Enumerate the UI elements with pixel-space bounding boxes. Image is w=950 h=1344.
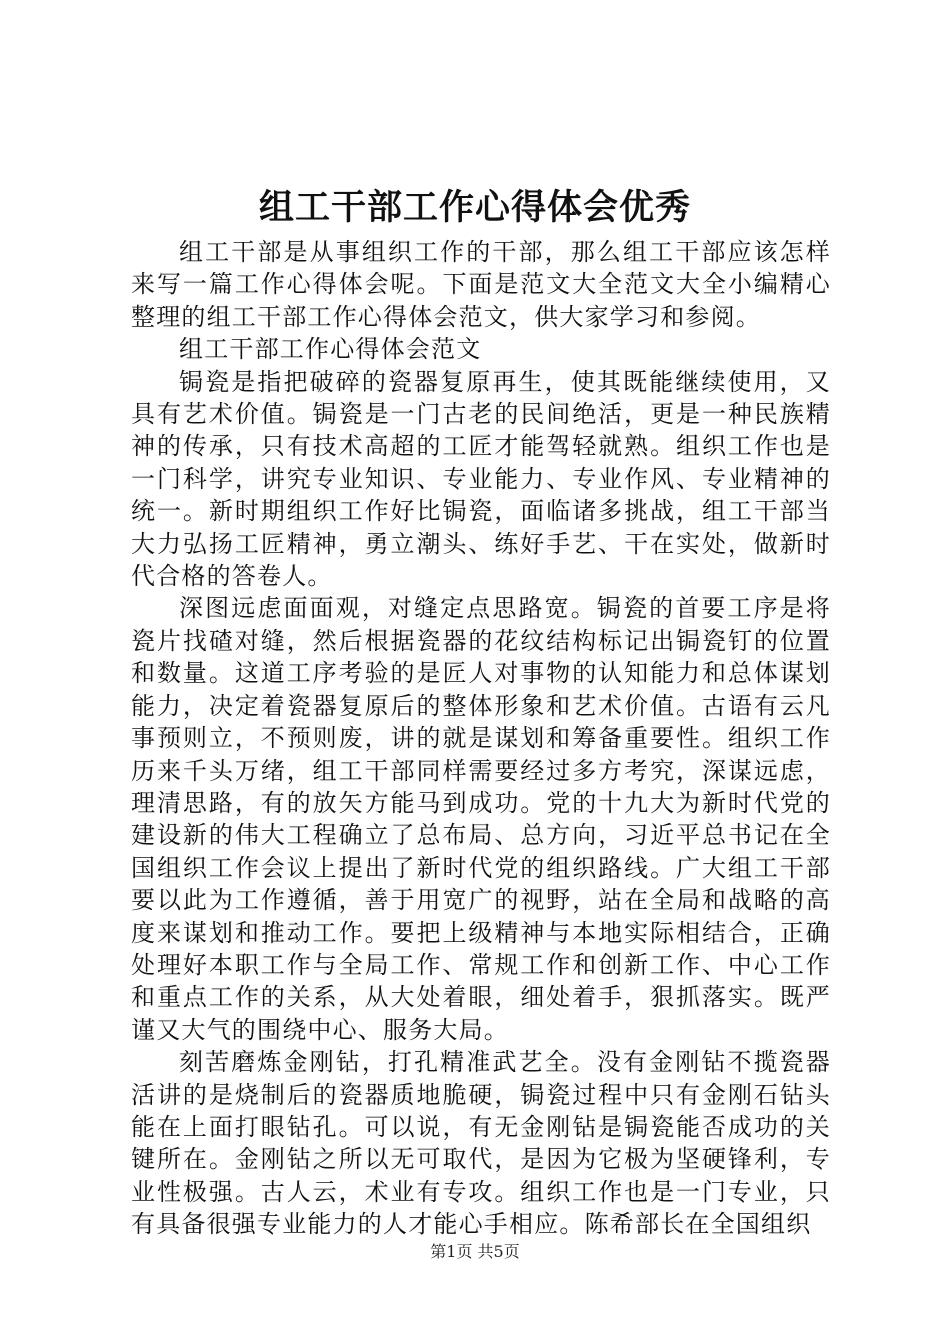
paragraph-subtitle: 组工干部工作心得体会范文	[179, 335, 482, 364]
paragraph-intro: 组工干部是从事组织工作的干部，那么组工干部应该怎样来写一篇工作心得体会呢。下面是范文大全范文大全小编精心整理的组工干部工作心得体会范文，供大家学习和参阅。	[131, 238, 831, 331]
paragraph-body-2: 深图远虑面面观，对缝定点思路宽。锔瓷的首要工序是将瓷片找碴对缝，然后根据瓷器的花纹结构标记出锔瓷钉的位置和数量。这道工序考验的是匠人对事物的认知能力和总体谋划能力，决定着瓷器复原后的整体形象和艺术价值。古语有云凡事预则立，不预则废，讲的就是谋划和筹备重要性。组织工作历来千头万绪，组工干部同样需要经过多方考究，深谋远虑，理清思路，有的放矢方能马到成功。党的十九大为新时代党的建设新的伟大工程确立了总布局、总方向，习近平总书记在全国组织工作会议上提出了新时代党的组织路线。广大组工干部要以此为工作遵循，善于用宽广的视野，站在全局和战略的高度来谋划和推动工作。要把上级精神与本地实际相结合，正确处理好本职工作与全局工作、常规工作和创新工作、中心工作和重点工作的关系，从大处着眼，细处着手，狠抓落实。既严谨又大气的围绕中心、服务大局。	[131, 594, 831, 1044]
page-footer: 第1页 共5页	[430, 1242, 520, 1261]
document-title: 组工干部工作心得体会优秀	[258, 187, 691, 228]
paragraph-body-3: 刻苦磨炼金刚钻，打孔精准武艺全。没有金刚钻不揽瓷器活讲的是烧制后的瓷器质地脆硬，锔瓷过程中只有金刚石钻头能在上面打眼钻孔。可以说，有无金刚钻是锔瓷能否成功的关键所在。金刚钻之所以无可取代，是因为它极为坚硬锋利，专业性极强。古人云，术业有专攻。组织工作也是一门专业，只有具备很强专业能力的人才能心手相应。陈希部长在全国组织	[131, 1048, 831, 1239]
paragraph-body-1: 锔瓷是指把破碎的瓷器复原再生，使其既能继续使用，又具有艺术价值。锔瓷是一门古老的民间绝活，更是一种民族精神的传承，只有技术高超的工匠才能驾轻就熟。组织工作也是一门科学，讲究专业知识、专业能力、专业作风、专业精神的统一。新时期组织工作好比锔瓷，面临诸多挑战，组工干部当大力弘扬工匠精神，勇立潮头、练好手艺、干在实处，做新时代合格的答卷人。	[131, 367, 831, 591]
document-body	[131, 236, 831, 1241]
